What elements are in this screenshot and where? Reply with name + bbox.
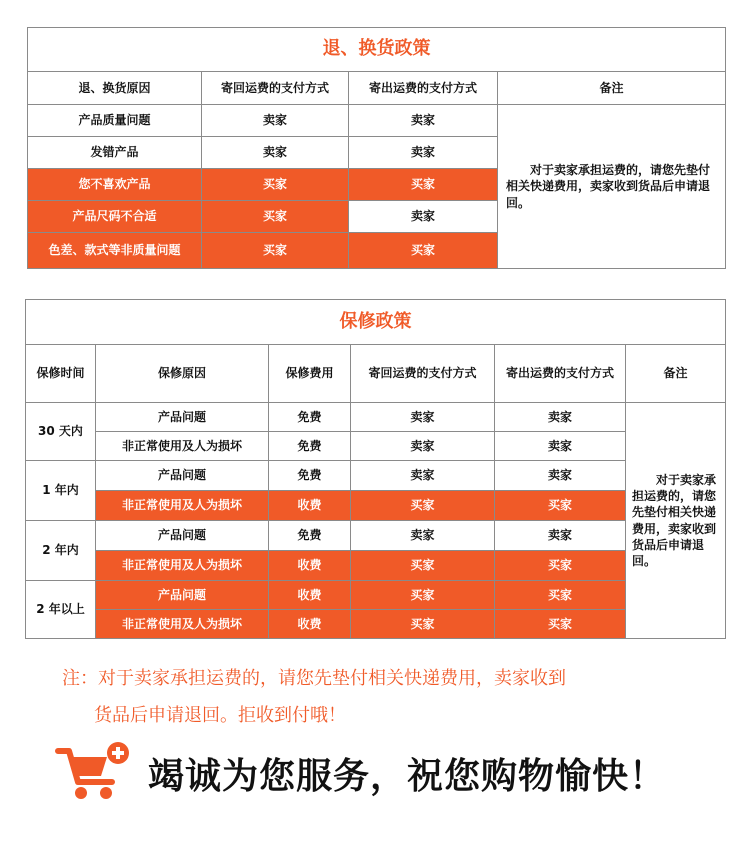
return-reason: 发错产品 <box>28 137 202 169</box>
ship-fee-payer: 买家 <box>349 233 498 269</box>
warranty-reason: 产品问题 <box>96 521 269 551</box>
warranty-return-fee-payer: 卖家 <box>351 461 495 491</box>
warranty-return-fee-payer: 买家 <box>351 551 495 581</box>
warranty-header-reason: 保修原因 <box>96 345 269 403</box>
warranty-header-note: 备注 <box>626 345 726 403</box>
footnote-line-1: 注：对于卖家承担运费的，请您先垫付相关快递费用，卖家收到 <box>62 668 566 689</box>
return-fee-payer: 卖家 <box>202 105 349 137</box>
warranty-ship-fee-payer: 买家 <box>495 491 626 521</box>
return-reason: 您不喜欢产品 <box>28 169 202 201</box>
ship-fee-payer: 卖家 <box>349 201 498 233</box>
warranty-period: 2 年以上 <box>26 581 96 639</box>
warranty-ship-fee-payer: 卖家 <box>495 432 626 461</box>
return-header-return-fee: 寄回运费的支付方式 <box>202 72 349 105</box>
warranty-policy-table <box>25 299 726 639</box>
return-header-reason: 退、换货原因 <box>28 72 202 105</box>
return-reason: 产品质量问题 <box>28 105 202 137</box>
ship-fee-payer: 买家 <box>349 169 498 201</box>
footnote <box>62 660 566 734</box>
warranty-reason: 非正常使用及人为损坏 <box>96 432 269 461</box>
return-policy-note <box>498 105 726 269</box>
warranty-reason: 产品问题 <box>96 581 269 610</box>
warranty-fee: 收费 <box>269 551 351 581</box>
warranty-policy-note-text: 对于卖家承担运费的，请您先垫付相关快递费用，卖家收到货品后申请退回。 <box>632 472 717 568</box>
warranty-return-fee-payer: 卖家 <box>351 432 495 461</box>
warranty-ship-fee-payer: 买家 <box>495 610 626 639</box>
warranty-policy-note <box>626 403 726 639</box>
return-header-note: 备注 <box>498 72 726 105</box>
return-fee-payer: 卖家 <box>202 137 349 169</box>
return-reason: 产品尺码不合适 <box>28 201 202 233</box>
return-policy-table <box>27 27 726 269</box>
return-policy-title: 退、换货政策 <box>28 28 726 72</box>
warranty-ship-fee-payer: 买家 <box>495 581 626 610</box>
warranty-return-fee-payer: 买家 <box>351 610 495 639</box>
warranty-fee: 收费 <box>269 491 351 521</box>
warranty-header-return-fee: 寄回运费的支付方式 <box>351 345 495 403</box>
warranty-return-fee-payer: 买家 <box>351 491 495 521</box>
warranty-header-fee: 保修费用 <box>269 345 351 403</box>
warranty-reason: 非正常使用及人为损坏 <box>96 610 269 639</box>
warranty-period: 2 年内 <box>26 521 96 581</box>
warranty-fee: 免费 <box>269 461 351 491</box>
warranty-fee: 收费 <box>269 610 351 639</box>
warranty-return-fee-payer: 买家 <box>351 581 495 610</box>
warranty-return-fee-payer: 卖家 <box>351 403 495 432</box>
return-fee-payer: 买家 <box>202 233 349 269</box>
slogan: 竭诚为您服务，祝您购物愉快！ <box>148 756 667 797</box>
ship-fee-payer: 卖家 <box>349 105 498 137</box>
warranty-ship-fee-payer: 卖家 <box>495 521 626 551</box>
warranty-ship-fee-payer: 卖家 <box>495 461 626 491</box>
return-fee-payer: 买家 <box>202 201 349 233</box>
warranty-period: 1 年内 <box>26 461 96 521</box>
return-fee-payer: 买家 <box>202 169 349 201</box>
warranty-policy-title: 保修政策 <box>26 300 726 345</box>
warranty-reason: 非正常使用及人为损坏 <box>96 551 269 581</box>
warranty-reason: 非正常使用及人为损坏 <box>96 491 269 521</box>
warranty-fee: 免费 <box>269 521 351 551</box>
warranty-fee: 免费 <box>269 403 351 432</box>
footnote-line-2: 货品后申请退回。拒收到付哦！ <box>94 705 346 726</box>
warranty-return-fee-payer: 卖家 <box>351 521 495 551</box>
shopping-cart-plus-icon <box>55 740 135 805</box>
warranty-header-ship-fee: 寄出运费的支付方式 <box>495 345 626 403</box>
warranty-ship-fee-payer: 买家 <box>495 551 626 581</box>
warranty-reason: 产品问题 <box>96 403 269 432</box>
ship-fee-payer: 卖家 <box>349 137 498 169</box>
return-header-ship-fee: 寄出运费的支付方式 <box>349 72 498 105</box>
return-reason: 色差、款式等非质量问题 <box>28 233 202 269</box>
warranty-header-period: 保修时间 <box>26 345 96 403</box>
warranty-period: 30 天内 <box>26 403 96 461</box>
warranty-fee: 收费 <box>269 581 351 610</box>
warranty-reason: 产品问题 <box>96 461 269 491</box>
warranty-ship-fee-payer: 卖家 <box>495 403 626 432</box>
warranty-fee: 免费 <box>269 432 351 461</box>
return-policy-note-text: 对于卖家承担运费的，请您先垫付相关快递费用，卖家收到货品后申请退回。 <box>506 163 711 210</box>
